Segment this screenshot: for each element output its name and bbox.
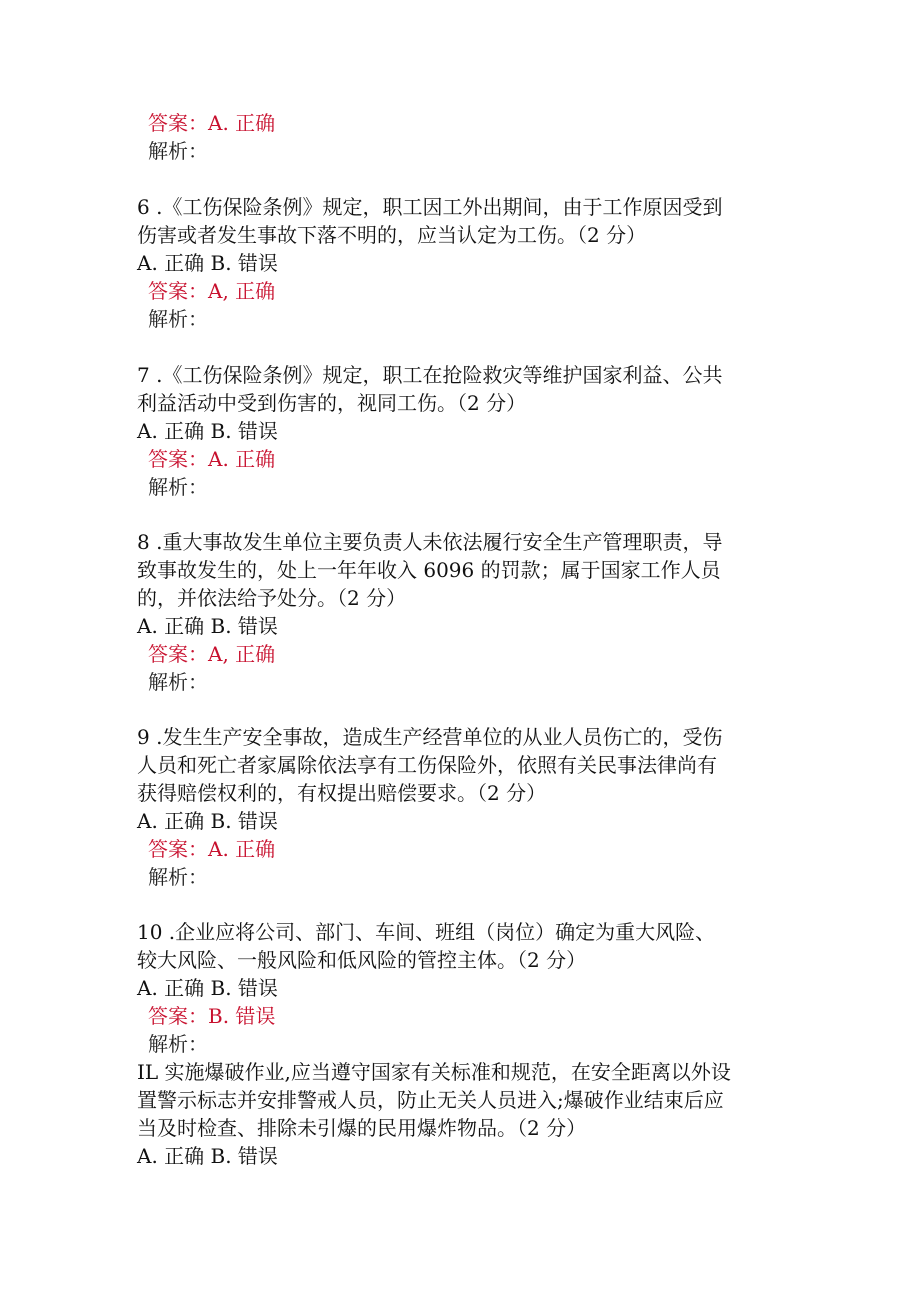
question-text: 6 .《工伤保险条例》规定，职工因工外出期间，由于工作原因受到 (137, 195, 723, 219)
question-text: 置警示标志并安排警戒人员，防止无关人员进入;爆破作业结束后应 (137, 1088, 724, 1112)
answer-text: 答案：A, 正确 (148, 642, 276, 666)
question-text: 当及时检查、排除未引爆的民用爆炸物品。（2 分） (137, 1116, 587, 1140)
analysis-label: 解析： (148, 475, 208, 499)
analysis-label: 解析： (148, 865, 208, 889)
question-options: A. 正确 B. 错误 (137, 1144, 278, 1168)
question-text: 人员和死亡者家属除依法享有工伤保险外，依照有关民事法律尚有 (137, 753, 717, 777)
question-text: 获得赔偿权利的，有权提出赔偿要求。（2 分） (137, 781, 547, 805)
question-options: A. 正确 B. 错误 (137, 614, 278, 638)
question-text: 较大风险、一般风险和低风险的管控主体。（2 分） (137, 948, 587, 972)
question-text: 伤害或者发生事故下落不明的，应当认定为工伤。（2 分） (137, 223, 647, 247)
question-text: 利益活动中受到伤害的，视同工伤。（2 分） (137, 391, 527, 415)
question-text: 的，并依法给予处分。（2 分） (137, 586, 407, 610)
question-options: A. 正确 B. 错误 (137, 809, 278, 833)
question-text: 8 .重大事故发生单位主要负责人未依法履行安全生产管理职责，导 (137, 530, 723, 554)
answer-text: 答案：B. 错误 (148, 1004, 276, 1028)
answer-text: 答案：A. 正确 (148, 837, 276, 861)
question-text: 9 .发生生产安全事故，造成生产经营单位的从业人员伤亡的，受伤 (137, 725, 723, 749)
question-text: 7 .《工伤保险条例》规定，职工在抢险救灾等维护国家利益、公共 (137, 363, 723, 387)
question-options: A. 正确 B. 错误 (137, 251, 278, 275)
question-options: A. 正确 B. 错误 (137, 976, 278, 1000)
analysis-label: 解析： (148, 139, 208, 163)
analysis-label: 解析： (148, 1032, 208, 1056)
answer-text: 答案：A. 正确 (148, 447, 276, 471)
question-text: IL 实施爆破作业,应当遵守国家有关标准和规范，在安全距离以外设 (137, 1060, 731, 1084)
analysis-label: 解析： (148, 670, 208, 694)
question-text: 10 .企业应将公司、部门、车间、班组（岗位）确定为重大风险、 (137, 920, 716, 944)
question-text: 致事故发生的，处上一年年收入 6096 的罚款；属于国家工作人员 (137, 558, 721, 582)
answer-text: 答案：A. 正确 (148, 111, 276, 135)
answer-text: 答案：A, 正确 (148, 279, 276, 303)
analysis-label: 解析： (148, 307, 208, 331)
question-options: A. 正确 B. 错误 (137, 419, 278, 443)
